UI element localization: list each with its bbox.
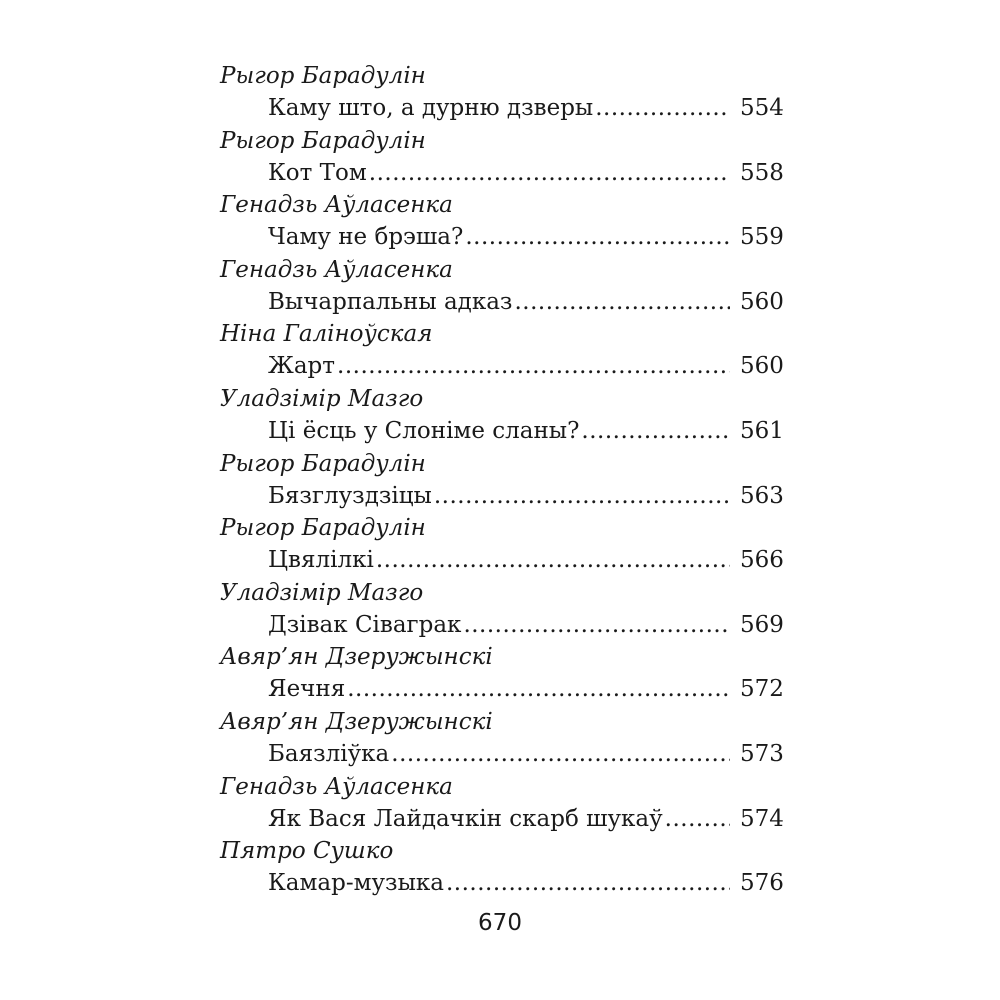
toc-page-number: 561 (740, 417, 784, 444)
toc-title: Цвялілкі (268, 547, 374, 574)
toc-page-number: 560 (740, 288, 784, 315)
toc-title: Вычарпальны адказ (268, 288, 513, 315)
toc-title: Камар-музыка (268, 870, 444, 897)
dot-leader (463, 609, 730, 641)
toc-title: Бязглуздзіцы (268, 482, 432, 509)
toc-title-line (268, 415, 782, 447)
toc-page-number: 573 (740, 740, 784, 767)
toc-author: Пятро Сушко (220, 838, 394, 865)
toc-author: Авяр’ян Дзеружынскі (220, 708, 493, 735)
dot-leader (347, 673, 730, 705)
toc-entry (220, 577, 782, 642)
toc-title-line (268, 92, 782, 124)
page-number: 670 (478, 910, 522, 936)
dot-leader (465, 221, 730, 253)
toc-author: Ніна Галіноўская (220, 321, 433, 348)
toc-entry (220, 448, 782, 513)
toc-page-number: 559 (740, 224, 784, 251)
toc-entry (220, 706, 782, 771)
toc-author: Генадзь Аўласенка (220, 192, 453, 219)
toc-author: Уладзімір Мазго (220, 579, 424, 606)
toc-title-line (268, 867, 782, 899)
toc-author: Рыгор Барадулін (220, 450, 426, 477)
dot-leader (595, 92, 730, 124)
dot-leader (434, 480, 730, 512)
toc-title-line (268, 609, 782, 641)
toc-title-line (268, 673, 782, 705)
toc-entry (220, 835, 782, 900)
dot-leader (376, 544, 730, 576)
toc-page-number: 558 (740, 159, 784, 186)
toc-author: Авяр’ян Дзеружынскі (220, 644, 493, 671)
toc-entry (220, 383, 782, 448)
toc-entry (220, 254, 782, 319)
dot-leader (446, 867, 730, 899)
toc-page-number: 554 (740, 95, 784, 121)
toc-page-number: 576 (740, 870, 784, 897)
toc-title: Ці ёсць у Слоніме сланы? (268, 417, 580, 444)
toc-title-line (268, 544, 782, 576)
toc-page-number: 560 (740, 353, 784, 380)
toc-title: Чаму не брэша? (268, 224, 464, 251)
toc-entry (220, 318, 782, 383)
toc-title-line (268, 738, 782, 770)
toc-title: Жарт (268, 353, 336, 380)
toc-page-number: 572 (740, 676, 784, 703)
toc-title-line (268, 221, 782, 253)
toc-author: Рыгор Барадулін (220, 63, 426, 89)
toc-entry (220, 771, 782, 836)
toc-author: Рыгор Барадулін (220, 127, 426, 154)
toc-title-line (268, 480, 782, 512)
toc-author: Уладзімір Мазго (220, 385, 424, 412)
toc-title-line (268, 350, 782, 382)
toc-page-number: 574 (740, 805, 784, 832)
toc-page-number: 566 (740, 547, 784, 574)
dot-leader (581, 415, 730, 447)
dot-leader (369, 157, 730, 189)
toc-entry (220, 512, 782, 577)
toc-author: Генадзь Аўласенка (220, 256, 453, 283)
toc-title-line (268, 157, 782, 189)
toc-title: Каму што, а дурню дзверы (268, 95, 594, 121)
toc-entry (220, 641, 782, 706)
toc-author: Генадзь Аўласенка (220, 773, 453, 800)
toc-page-number: 563 (740, 482, 784, 509)
toc-title: Яечня (268, 676, 346, 703)
table-of-contents (220, 60, 782, 900)
toc-title: Кот Том (268, 159, 367, 186)
toc-entry (220, 60, 782, 125)
toc-title: Дзівак Сіваграк (268, 611, 462, 638)
toc-title-line (268, 286, 782, 318)
dot-leader (391, 738, 730, 770)
toc-entry (220, 125, 782, 190)
dot-leader (514, 286, 730, 318)
toc-entry (220, 189, 782, 254)
toc-title: Баязліўка (268, 740, 390, 767)
toc-author: Рыгор Барадулін (220, 515, 426, 542)
dot-leader (337, 350, 730, 382)
toc-page-number: 569 (740, 611, 784, 638)
dot-leader (665, 803, 730, 835)
toc-title-line (268, 803, 782, 835)
toc-title: Як Вася Лайдачкін скарб шукаў (268, 805, 663, 832)
